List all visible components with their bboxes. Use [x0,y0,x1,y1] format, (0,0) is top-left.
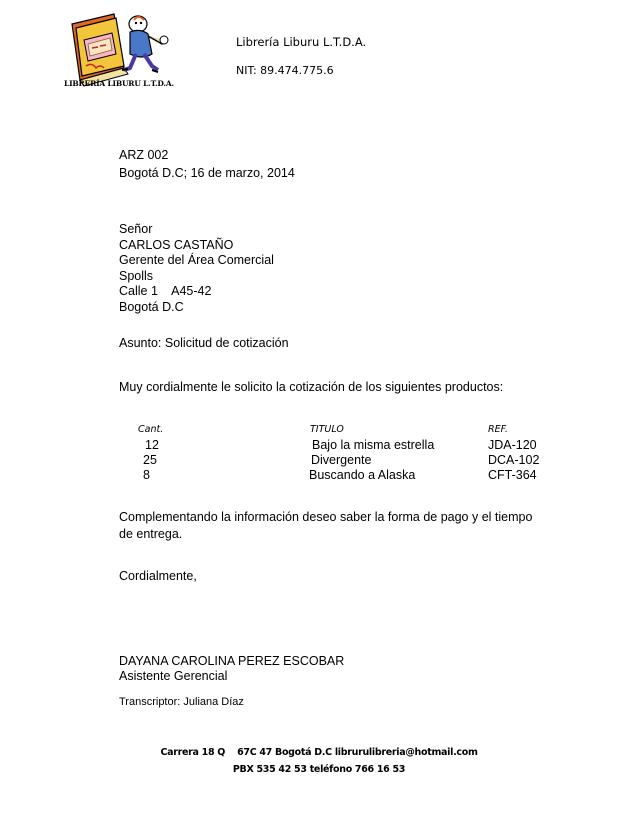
table-cell-title: Buscando a Alaska [309,468,416,482]
recipient-salutation: Señor [119,222,153,236]
footer-phone: PBX 535 42 53 teléfono 766 16 53 [232,764,406,775]
table-cell-ref: DCA-102 [488,453,540,467]
table-header-qty: Cant. [138,424,164,435]
letter-subject: Asunto: Solicitud de cotización [119,336,289,350]
letter-reference: ARZ 002 [119,148,169,162]
recipient-name: CARLOS CASTAÑO [119,237,234,252]
company-nit: NIT: 89.474.775.6 [236,64,334,77]
farewell: Cordialmente, [119,569,197,583]
table-cell-ref: CFT-364 [488,468,537,482]
recipient-address: Calle 1 A45-42 [119,284,212,298]
table-cell-ref: JDA-120 [488,438,537,452]
recipient-company: Spolls [119,268,154,283]
signer-role: Asistente Gerencial [119,669,228,683]
footer-address: Carrera 18 Q 67C 47 Bogotá D.C librurulibreria@hotmail.com [160,747,478,758]
table-header-ref: REF. [488,424,508,435]
signer-name: DAYANA CAROLINA PEREZ ESCOBAR [119,654,345,668]
letter-intro: Muy cordialmente le solicito la cotización de los siguientes productos: [119,380,504,394]
recipient-city: Bogotá D.C [119,299,184,314]
company-name: Librería Liburu L.T.D.A. [236,35,367,49]
closing-note: Complementando la información deseo saber la forma de pago y el tiempo de entrega. [119,510,533,541]
table-cell-qty: 25 [143,453,157,467]
letter-date: Bogotá D.C; 16 de marzo, 2014 [119,166,295,180]
table-cell-qty: 12 [145,438,159,452]
recipient-position: Gerente del Área Comercial [119,253,274,267]
logo-caption: LIBRERÍA LIBURU L.T.D.A. [64,79,174,88]
recipient-block [119,222,274,315]
transcriber: Transcriptor: Juliana Díaz [119,696,244,708]
table-cell-title: Bajo la misma estrella [312,438,435,452]
table-cell-qty: 8 [143,468,150,482]
table-header-title: TITULO [310,424,344,435]
table-cell-title: Divergente [311,453,372,467]
